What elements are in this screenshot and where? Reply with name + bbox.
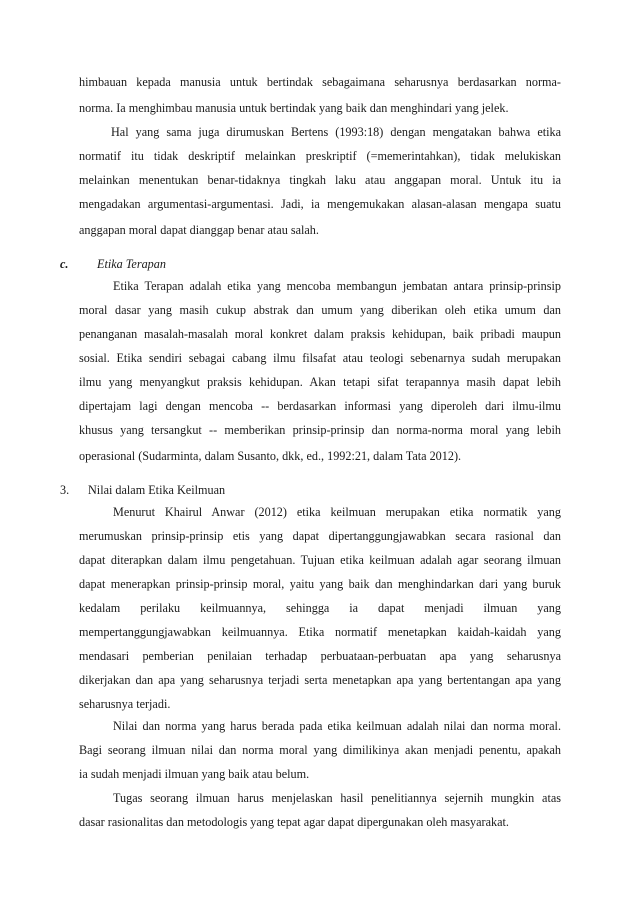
paragraph-line: dapat menerapkan prinsip-prinsip moral, yaitu yang baik dan menghindarkan dari yang buruk: [79, 577, 561, 591]
paragraph-line: penanganan masalah-masalah moral konkret dalam praksis kehidupan, baik pribadi maupun: [79, 327, 561, 341]
section-heading: Nilai dalam Etika Keilmuan: [88, 483, 226, 497]
paragraph-line: Hal yang sama juga dirumuskan Bertens (1993:18) dengan mengatakan bahwa etika: [111, 125, 561, 139]
paragraph-line: sosial. Etika sendiri sebagai cabang ilmu filsafat atau teologi sebenarnya sudah merupakan: [79, 351, 561, 365]
paragraph-line: khusus yang tersangkut -- memberikan prinsip-prinsip dan norma-norma moral yang lebih: [79, 423, 561, 437]
section-marker: 3.: [60, 483, 70, 497]
paragraph-line: ilmu yang menyangkut praksis kehidupan. Akan tetapi sifat terapannya masih dapat lebih: [79, 375, 561, 389]
paragraph-line: normatif itu tidak deskriptif melainkan preskriptif (=memerintahkan), tidak melukiskan: [79, 149, 561, 163]
paragraph-line: mendasari pemberian penilaian terhadap perbuataan-perbuatan apa yang seharusnya: [79, 649, 561, 663]
paragraph-line: anggapan moral dapat dianggap benar atau salah.: [79, 223, 319, 237]
paragraph-line: Etika Terapan adalah etika yang mencoba membangun jembatan antara prinsip-prinsip: [113, 279, 561, 293]
paragraph-line: dipertajam lagi dengan mencoba -- berdasarkan informasi yang diperoleh dari ilmu-ilmu: [79, 399, 561, 413]
paragraph-line: Menurut Khairul Anwar (2012) etika keilmuan merupakan etika normatik yang: [113, 505, 561, 519]
paragraph-line: dasar rasionalitas dan metodologis yang tepat agar dapat dipergunakan oleh masyarakat.: [79, 815, 509, 829]
paragraph-line: melainkan menentukan benar-tidaknya tingkah laku atau anggapan moral. Untuk itu ia: [79, 173, 561, 187]
paragraph-line: mengadakan argumentasi-argumentasi. Jadi, ia mengemukakan alasan-alasan mengapa suatu: [79, 197, 561, 211]
paragraph-line: ia sudah menjadi ilmuan yang baik atau belum.: [79, 767, 310, 781]
paragraph-line: merumuskan prinsip-prinsip etis yang dapat dipertanggungjawabkan secara rasional dan: [79, 529, 561, 543]
paragraph-line: himbauan kepada manusia untuk bertindak sebagaimana seharusnya berdasarkan norma-: [79, 75, 561, 89]
paragraph-line: moral dasar yang masih cukup abstrak dan umum yang diberikan oleh etika umum dan: [79, 303, 561, 317]
paragraph-line: Bagi seorang ilmuan nilai dan norma moral yang dimilikinya akan menjadi penentu, apakah: [79, 743, 561, 757]
paragraph-line: operasional (Sudarminta, dalam Susanto, dkk, ed., 1992:21, dalam Tata 2012).: [79, 449, 462, 463]
paragraph-line: dapat diterapkan dalam ilmu pengetahuan. Tujuan etika keilmuan adalah agar seorang ilmuan: [79, 553, 561, 567]
paragraph-line: kedalam perilaku keilmuannya, sehingga ia dapat menjadi ilmuan yang: [79, 601, 561, 615]
section-heading: Etika Terapan: [97, 257, 166, 271]
paragraph-line: Tugas seorang ilmuan harus menjelaskan hasil penelitiannya sejernih mungkin atas: [113, 791, 561, 805]
section-marker: c.: [60, 257, 69, 271]
paragraph-line: dikerjakan dan apa yang seharusnya terjadi serta menetapkan apa yang bertentangan apa yang: [79, 673, 561, 687]
paragraph-line: seharusnya terjadi.: [79, 697, 171, 711]
paragraph-line: mempertanggungjawabkan keilmuannya. Etika normatif menetapkan kaidah-kaidah yang: [79, 625, 561, 639]
paragraph-line: Nilai dan norma yang harus berada pada etika keilmuan adalah nilai dan norma moral.: [113, 719, 561, 733]
paragraph-line: norma. Ia menghimbau manusia untuk bertindak yang baik dan menghindari yang jelek.: [79, 101, 509, 115]
